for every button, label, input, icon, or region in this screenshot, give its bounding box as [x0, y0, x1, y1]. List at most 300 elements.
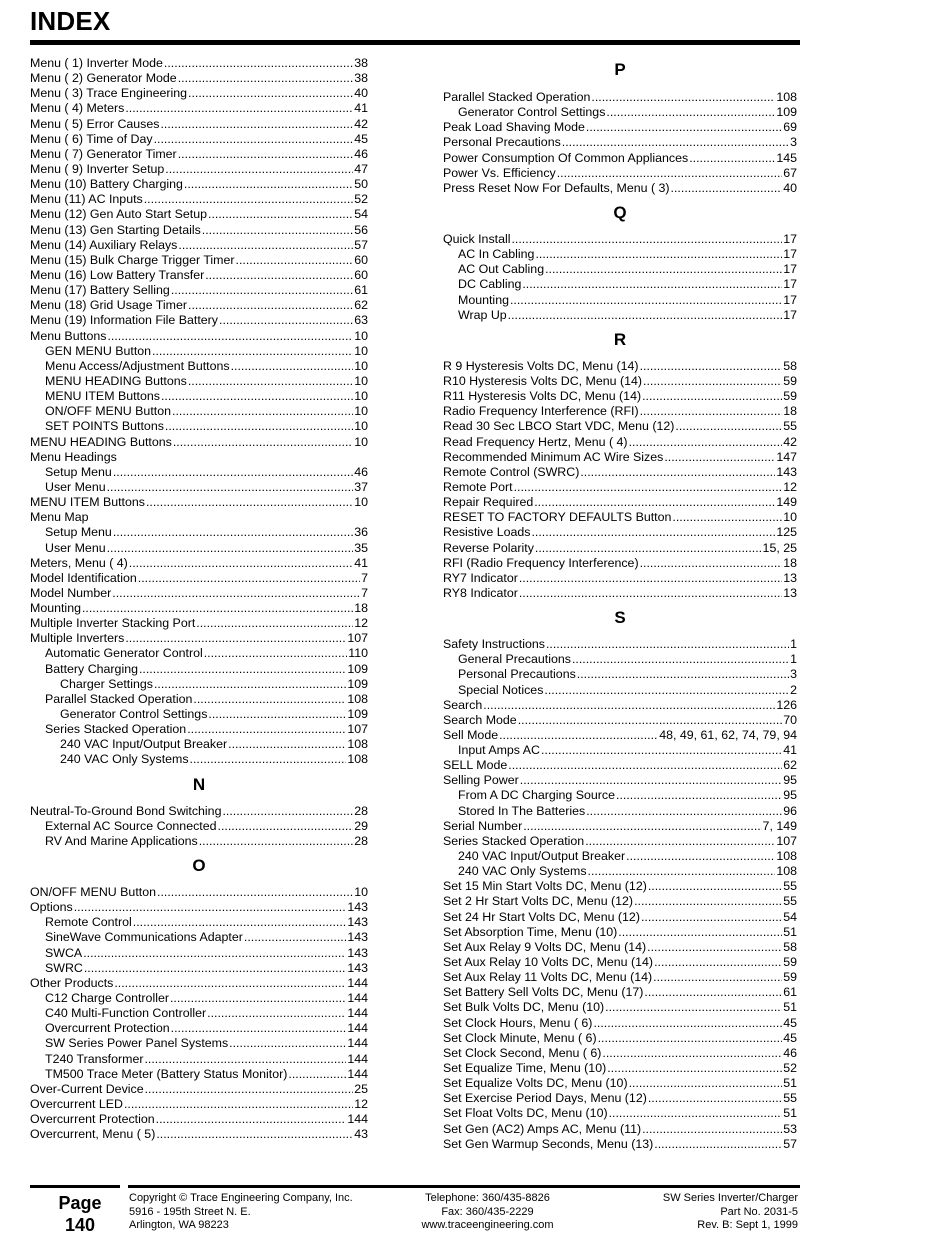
dot-leader: [606, 105, 775, 120]
index-entry[interactable]: [443, 1137, 797, 1152]
dot-leader: [204, 646, 348, 661]
entry-page: 144: [347, 975, 368, 990]
index-entry[interactable]: [30, 465, 368, 480]
index-entry[interactable]: [443, 925, 797, 940]
dot-leader: [640, 404, 783, 419]
dot-leader: [152, 344, 353, 359]
index-entry[interactable]: [443, 525, 797, 540]
entry-page: 69: [783, 120, 797, 135]
index-entry[interactable]: [443, 120, 797, 135]
entry-text: Generator Control Settings: [60, 707, 208, 722]
dot-leader: [188, 298, 353, 313]
index-entry[interactable]: [30, 480, 368, 495]
index-entry[interactable]: [443, 232, 797, 247]
entry-text: Menu Headings: [30, 449, 117, 464]
index-entry[interactable]: [443, 698, 797, 713]
entry-text: Set 15 Min Start Volts DC, Menu (12): [443, 879, 647, 894]
entry-page: 53: [783, 1121, 797, 1136]
dot-leader: [546, 637, 789, 652]
dot-leader: [522, 277, 782, 292]
index-entry[interactable]: [443, 571, 797, 586]
entry-page: 29: [354, 818, 368, 833]
dot-leader: [580, 465, 775, 480]
dot-leader: [139, 662, 346, 677]
entry-page: 109: [347, 661, 368, 676]
title-rule: [30, 40, 800, 45]
entry-text: Menu Map: [30, 510, 89, 525]
dot-leader: [156, 1112, 347, 1127]
website-link[interactable]: www.traceengineering.com: [421, 1219, 554, 1231]
entry-page: 13: [783, 585, 797, 600]
dot-leader: [184, 177, 353, 192]
index-entry[interactable]: [30, 313, 368, 328]
dot-leader: [629, 435, 783, 450]
entry-page: 12: [783, 479, 797, 494]
entry-text: Set Clock Minute, Menu ( 6): [443, 1030, 597, 1045]
dot-leader: [557, 166, 782, 181]
dot-leader: [605, 1000, 782, 1015]
entry-text: Set Battery Sell Volts DC, Menu (17): [443, 985, 644, 1000]
entry-text: Set Aux Relay 10 Volts DC, Menu (14): [443, 955, 654, 970]
index-entry[interactable]: [443, 683, 797, 698]
index-entry[interactable]: [443, 1046, 797, 1061]
dot-leader: [664, 450, 775, 465]
index-entry[interactable]: [30, 571, 368, 586]
entry-page: 18: [783, 404, 797, 419]
index-entry[interactable]: [30, 752, 368, 767]
index-entry[interactable]: [443, 404, 797, 419]
dot-leader: [510, 293, 782, 308]
index-entry[interactable]: [443, 135, 797, 150]
index-entry[interactable]: [443, 480, 797, 495]
index-entry[interactable]: [30, 819, 368, 834]
entry-text: R11 Hysteresis Volts DC, Menu (14): [443, 389, 642, 404]
dot-leader: [588, 864, 776, 879]
index-entry[interactable]: [443, 804, 797, 819]
dot-leader: [144, 1052, 346, 1067]
dot-leader: [107, 541, 354, 556]
index-entry[interactable]: [443, 181, 797, 196]
entry-text: Set Gen Warmup Seconds, Menu (13): [443, 1136, 654, 1151]
index-entry[interactable]: [30, 541, 368, 556]
entry-page: 15, 25: [762, 540, 797, 555]
index-entry[interactable]: [30, 525, 368, 540]
dot-leader: [165, 162, 353, 177]
page-label: Page: [58, 1193, 102, 1213]
index-entry[interactable]: [30, 1052, 368, 1067]
entry-page: 10: [354, 358, 368, 373]
entry-page: 28: [354, 833, 368, 848]
dot-leader: [178, 147, 354, 162]
index-entry[interactable]: [443, 955, 797, 970]
entry-text: Menu (11) AC Inputs: [30, 192, 143, 207]
dot-leader: [634, 894, 782, 909]
index-entry[interactable]: [30, 1067, 368, 1082]
entry-text: TM500 Trace Meter (Battery Status Monitor): [45, 1066, 288, 1081]
dot-leader: [653, 970, 782, 985]
index-entry[interactable]: [443, 758, 797, 773]
entry-text: Menu (18) Grid Usage Timer: [30, 298, 187, 313]
index-entry[interactable]: [443, 743, 797, 758]
index-entry[interactable]: [30, 359, 368, 374]
dot-leader: [138, 571, 360, 586]
product-name: SW Series Inverter/Charger: [662, 1192, 798, 1204]
dot-leader: [229, 1036, 346, 1051]
section-letter-n: N: [192, 774, 206, 794]
entry-page: 107: [347, 631, 368, 646]
index-entry[interactable]: [443, 166, 797, 181]
entry-text: From A DC Charging Source: [458, 788, 616, 803]
index-entry[interactable]: [443, 1106, 797, 1121]
index-entry[interactable]: [30, 132, 368, 147]
dot-leader: [83, 946, 346, 961]
index-entry[interactable]: [443, 819, 797, 834]
entry-text: Series Stacked Operation: [45, 722, 187, 737]
entry-text: Menu ( 1) Inverter Mode: [30, 56, 163, 70]
dot-leader: [647, 940, 782, 955]
entry-text: 240 VAC Only Systems: [60, 752, 189, 767]
entry-page: 70: [783, 712, 797, 727]
dot-leader: [133, 915, 347, 930]
index-entry[interactable]: [30, 601, 368, 616]
entry-text: Set Absorption Time, Menu (10): [443, 924, 618, 939]
index-entry[interactable]: [30, 722, 368, 737]
dot-leader: [618, 925, 782, 940]
entry-text: Mounting: [458, 292, 509, 307]
entry-text: RESET TO FACTORY DEFAULTS Button: [443, 510, 672, 525]
index-entry[interactable]: [30, 389, 368, 404]
entry-page: 144: [347, 1006, 368, 1021]
index-entry[interactable]: [443, 894, 797, 909]
entry-text: Neutral-To-Ground Bond Switching: [30, 803, 222, 818]
entry-page: 10: [354, 495, 368, 510]
entry-text: User Menu: [45, 540, 106, 555]
index-entry[interactable]: [30, 834, 368, 849]
index-entry[interactable]: [30, 192, 368, 207]
index-entry[interactable]: [30, 450, 368, 465]
entry-page: 95: [783, 788, 797, 803]
entry-page: 18: [783, 555, 797, 570]
entry-text: Automatic Generator Control: [45, 646, 203, 661]
entry-page: 48, 49, 61, 62, 74, 79, 94: [659, 727, 797, 742]
entry-page: 56: [354, 222, 368, 237]
index-entry[interactable]: [443, 293, 797, 308]
dot-leader: [231, 359, 354, 374]
index-entry[interactable]: [443, 359, 797, 374]
index-entry[interactable]: [443, 1122, 797, 1137]
index-entry[interactable]: [443, 90, 797, 105]
index-entry[interactable]: [443, 667, 797, 682]
index-entry[interactable]: [443, 637, 797, 652]
dot-leader: [641, 910, 782, 925]
entry-text: Resistive Loads: [443, 525, 531, 540]
entry-text: Overcurrent, Menu ( 5): [30, 1127, 156, 1142]
index-entry[interactable]: [443, 773, 797, 788]
dot-leader: [124, 1097, 353, 1112]
index-entry[interactable]: [443, 419, 797, 434]
dot-leader: [165, 419, 353, 434]
index-entry[interactable]: [443, 1000, 797, 1015]
index-entry[interactable]: [443, 1016, 797, 1031]
index-entry[interactable]: [30, 177, 368, 192]
dot-leader: [146, 495, 353, 510]
entry-page: 45: [354, 131, 368, 146]
entry-page: 143: [347, 930, 368, 945]
index-entry[interactable]: [30, 631, 368, 646]
entry-page: 17: [783, 262, 797, 277]
index-entry[interactable]: [30, 1097, 368, 1112]
footer-product: [600, 1192, 798, 1233]
footer-rule-right: [128, 1185, 800, 1188]
index-entry[interactable]: [30, 374, 368, 389]
index-entry[interactable]: [443, 374, 797, 389]
index-entry[interactable]: [30, 991, 368, 1006]
entry-page: 36: [354, 525, 368, 540]
dot-leader: [586, 120, 782, 135]
index-entry[interactable]: [443, 262, 797, 277]
index-entry[interactable]: [30, 1082, 368, 1097]
index-entry[interactable]: [30, 976, 368, 991]
entry-page: 60: [354, 267, 368, 282]
entry-page: 109: [347, 676, 368, 691]
entry-page: 147: [776, 449, 797, 464]
entry-page: 55: [783, 879, 797, 894]
index-entry[interactable]: [30, 223, 368, 238]
entry-text: Options: [30, 900, 73, 915]
dot-leader: [208, 707, 346, 722]
page-number-box: [30, 1192, 130, 1236]
index-entry[interactable]: [30, 946, 368, 961]
entry-page: 10: [354, 434, 368, 449]
dot-leader: [171, 283, 353, 298]
index-entry[interactable]: [30, 101, 368, 116]
index-entry[interactable]: [30, 56, 368, 71]
index-entry[interactable]: [30, 662, 368, 677]
entry-page: 18: [354, 601, 368, 616]
entry-text: Set Clock Second, Menu ( 6): [443, 1045, 602, 1060]
entry-text: Multiple Inverters: [30, 631, 125, 646]
entry-text: Special Notices: [458, 682, 544, 697]
entry-page: 149: [776, 495, 797, 510]
entry-text: Press Reset Now For Defaults, Menu ( 3): [443, 180, 670, 195]
index-entry[interactable]: [30, 616, 368, 631]
index-entry[interactable]: [30, 298, 368, 313]
dot-leader: [541, 743, 782, 758]
entry-text: Remote Control: [45, 915, 132, 930]
dot-leader: [609, 1106, 783, 1121]
index-entry[interactable]: [443, 985, 797, 1000]
entry-page: 95: [783, 773, 797, 788]
index-entry[interactable]: [443, 879, 797, 894]
index-entry[interactable]: [30, 344, 368, 359]
index-entry[interactable]: [443, 541, 797, 556]
index-entry[interactable]: [30, 283, 368, 298]
dot-leader: [244, 930, 346, 945]
entry-page: 108: [347, 752, 368, 767]
index-entry[interactable]: [443, 277, 797, 292]
index-entry[interactable]: [30, 238, 368, 253]
dot-leader: [642, 1122, 782, 1137]
index-entry[interactable]: [443, 728, 797, 743]
entry-text: R10 Hysteresis Volts DC, Menu (14): [443, 373, 643, 388]
index-entry[interactable]: [30, 885, 368, 900]
index-entry[interactable]: [30, 86, 368, 101]
entry-page: 144: [347, 1021, 368, 1036]
index-entry[interactable]: [443, 151, 797, 166]
index-entry[interactable]: [30, 268, 368, 283]
index-entry[interactable]: [443, 864, 797, 879]
index-entry[interactable]: [30, 1036, 368, 1051]
index-entry[interactable]: [30, 1112, 368, 1127]
dot-leader: [520, 773, 782, 788]
index-entry[interactable]: [30, 162, 368, 177]
dot-leader: [534, 495, 775, 510]
entry-text: Setup Menu: [45, 464, 112, 479]
index-entry[interactable]: [30, 737, 368, 752]
dot-leader: [164, 56, 353, 71]
index-entry[interactable]: [443, 713, 797, 728]
index-entry[interactable]: [30, 707, 368, 722]
entry-text: Power Consumption Of Common Appliances: [443, 150, 689, 165]
index-entry[interactable]: [30, 586, 368, 601]
index-entry[interactable]: [443, 465, 797, 480]
index-entry[interactable]: [443, 247, 797, 262]
index-entry[interactable]: [30, 692, 368, 707]
index-entry[interactable]: [30, 510, 368, 525]
index-entry[interactable]: [30, 900, 368, 915]
entry-page: 10: [354, 419, 368, 434]
index-entry[interactable]: [30, 71, 368, 86]
entry-text: Set Float Volts DC, Menu (10): [443, 1106, 608, 1121]
index-entry[interactable]: [443, 435, 797, 450]
entry-page: 144: [347, 1036, 368, 1051]
entry-text: Serial Number: [443, 818, 523, 833]
dot-leader: [586, 804, 782, 819]
entry-text: Menu (14) Auxiliary Relays: [30, 237, 178, 252]
dot-leader: [114, 976, 346, 991]
entry-page: 108: [347, 737, 368, 752]
index-entry[interactable]: [443, 495, 797, 510]
index-entry[interactable]: [30, 404, 368, 419]
index-entry[interactable]: [443, 308, 797, 323]
index-entry[interactable]: [443, 389, 797, 404]
entry-text: Menu (15) Bulk Charge Trigger Timer: [30, 252, 235, 267]
entry-page: 61: [783, 985, 797, 1000]
entry-page: 10: [354, 328, 368, 343]
entry-text: Set 2 Hr Start Volts DC, Menu (12): [443, 894, 634, 909]
entry-text: Parallel Stacked Operation: [45, 691, 193, 706]
index-entry[interactable]: [30, 1006, 368, 1021]
index-entry[interactable]: [30, 253, 368, 268]
dot-leader: [170, 991, 346, 1006]
index-entry[interactable]: [30, 419, 368, 434]
entry-page: 143: [347, 945, 368, 960]
index-entry[interactable]: [443, 849, 797, 864]
dot-leader: [654, 1137, 782, 1152]
dot-leader: [535, 247, 782, 262]
entry-text: Multiple Inverter Stacking Port: [30, 616, 196, 631]
entry-text: Quick Install: [443, 231, 511, 246]
index-entry[interactable]: [443, 1091, 797, 1106]
entry-text: User Menu: [45, 479, 106, 494]
index-entry[interactable]: [30, 207, 368, 222]
index-entry[interactable]: [443, 970, 797, 985]
dot-leader: [156, 1127, 353, 1142]
index-entry[interactable]: [443, 910, 797, 925]
entry-page: 46: [783, 1045, 797, 1060]
index-entry[interactable]: [30, 930, 368, 945]
index-entry[interactable]: [30, 961, 368, 976]
index-entry[interactable]: [30, 117, 368, 132]
entry-page: 143: [347, 915, 368, 930]
index-entry[interactable]: [30, 1021, 368, 1036]
entry-page: 37: [354, 479, 368, 494]
dot-leader: [107, 329, 353, 344]
entry-text: Read 30 Sec LBCO Start VDC, Menu (12): [443, 419, 675, 434]
entry-page: 107: [776, 833, 797, 848]
index-entry[interactable]: [443, 1061, 797, 1076]
entry-text: 240 VAC Input/Output Breaker: [458, 849, 626, 864]
entry-text: SWCA: [45, 945, 83, 960]
entry-page: 17: [783, 307, 797, 322]
entry-page: 108: [776, 90, 797, 104]
index-entry[interactable]: [443, 556, 797, 571]
entry-text: RFI (Radio Frequency Interference): [443, 555, 639, 570]
entry-page: 2: [790, 682, 797, 697]
index-entry[interactable]: [30, 915, 368, 930]
dot-leader: [236, 253, 354, 268]
entry-text: Overcurrent LED: [30, 1097, 123, 1111]
dot-leader: [671, 181, 783, 196]
index-entry[interactable]: [443, 788, 797, 803]
dot-leader: [577, 667, 789, 682]
entry-text: Personal Precautions: [458, 667, 576, 682]
index-entry[interactable]: [30, 677, 368, 692]
entry-text: Search: [443, 697, 483, 712]
index-entry[interactable]: [443, 652, 797, 667]
entry-page: 10: [783, 510, 797, 525]
index-entry[interactable]: [30, 329, 368, 344]
index-entry[interactable]: [443, 940, 797, 955]
entry-text: Reverse Polarity: [443, 540, 534, 555]
entry-text: Stored In The Batteries: [458, 803, 586, 818]
index-entry[interactable]: [443, 1076, 797, 1091]
index-entry[interactable]: [443, 105, 797, 120]
index-entry[interactable]: [443, 510, 797, 525]
entry-text: Charger Settings: [60, 676, 153, 691]
index-entry[interactable]: [30, 495, 368, 510]
dot-leader: [157, 885, 353, 900]
entry-page: 63: [354, 313, 368, 328]
index-entry[interactable]: [443, 834, 797, 849]
index-entry[interactable]: [30, 435, 368, 450]
index-entry[interactable]: [30, 556, 368, 571]
entry-page: 7: [361, 570, 368, 585]
entry-text: 240 VAC Input/Output Breaker: [60, 737, 228, 752]
dot-leader: [514, 480, 783, 495]
dot-leader: [616, 788, 782, 803]
index-entry[interactable]: [30, 646, 368, 661]
index-entry[interactable]: [443, 1031, 797, 1046]
index-entry[interactable]: [30, 804, 368, 819]
entry-page: 40: [354, 86, 368, 101]
index-entry[interactable]: [30, 147, 368, 162]
entry-text: Set Aux Relay 11 Volts DC, Menu (14): [443, 970, 653, 985]
entry-text: Set Equalize Volts DC, Menu (10): [443, 1076, 628, 1091]
index-entry[interactable]: [443, 586, 797, 601]
index-entry[interactable]: [30, 1127, 368, 1142]
index-entry[interactable]: [443, 450, 797, 465]
